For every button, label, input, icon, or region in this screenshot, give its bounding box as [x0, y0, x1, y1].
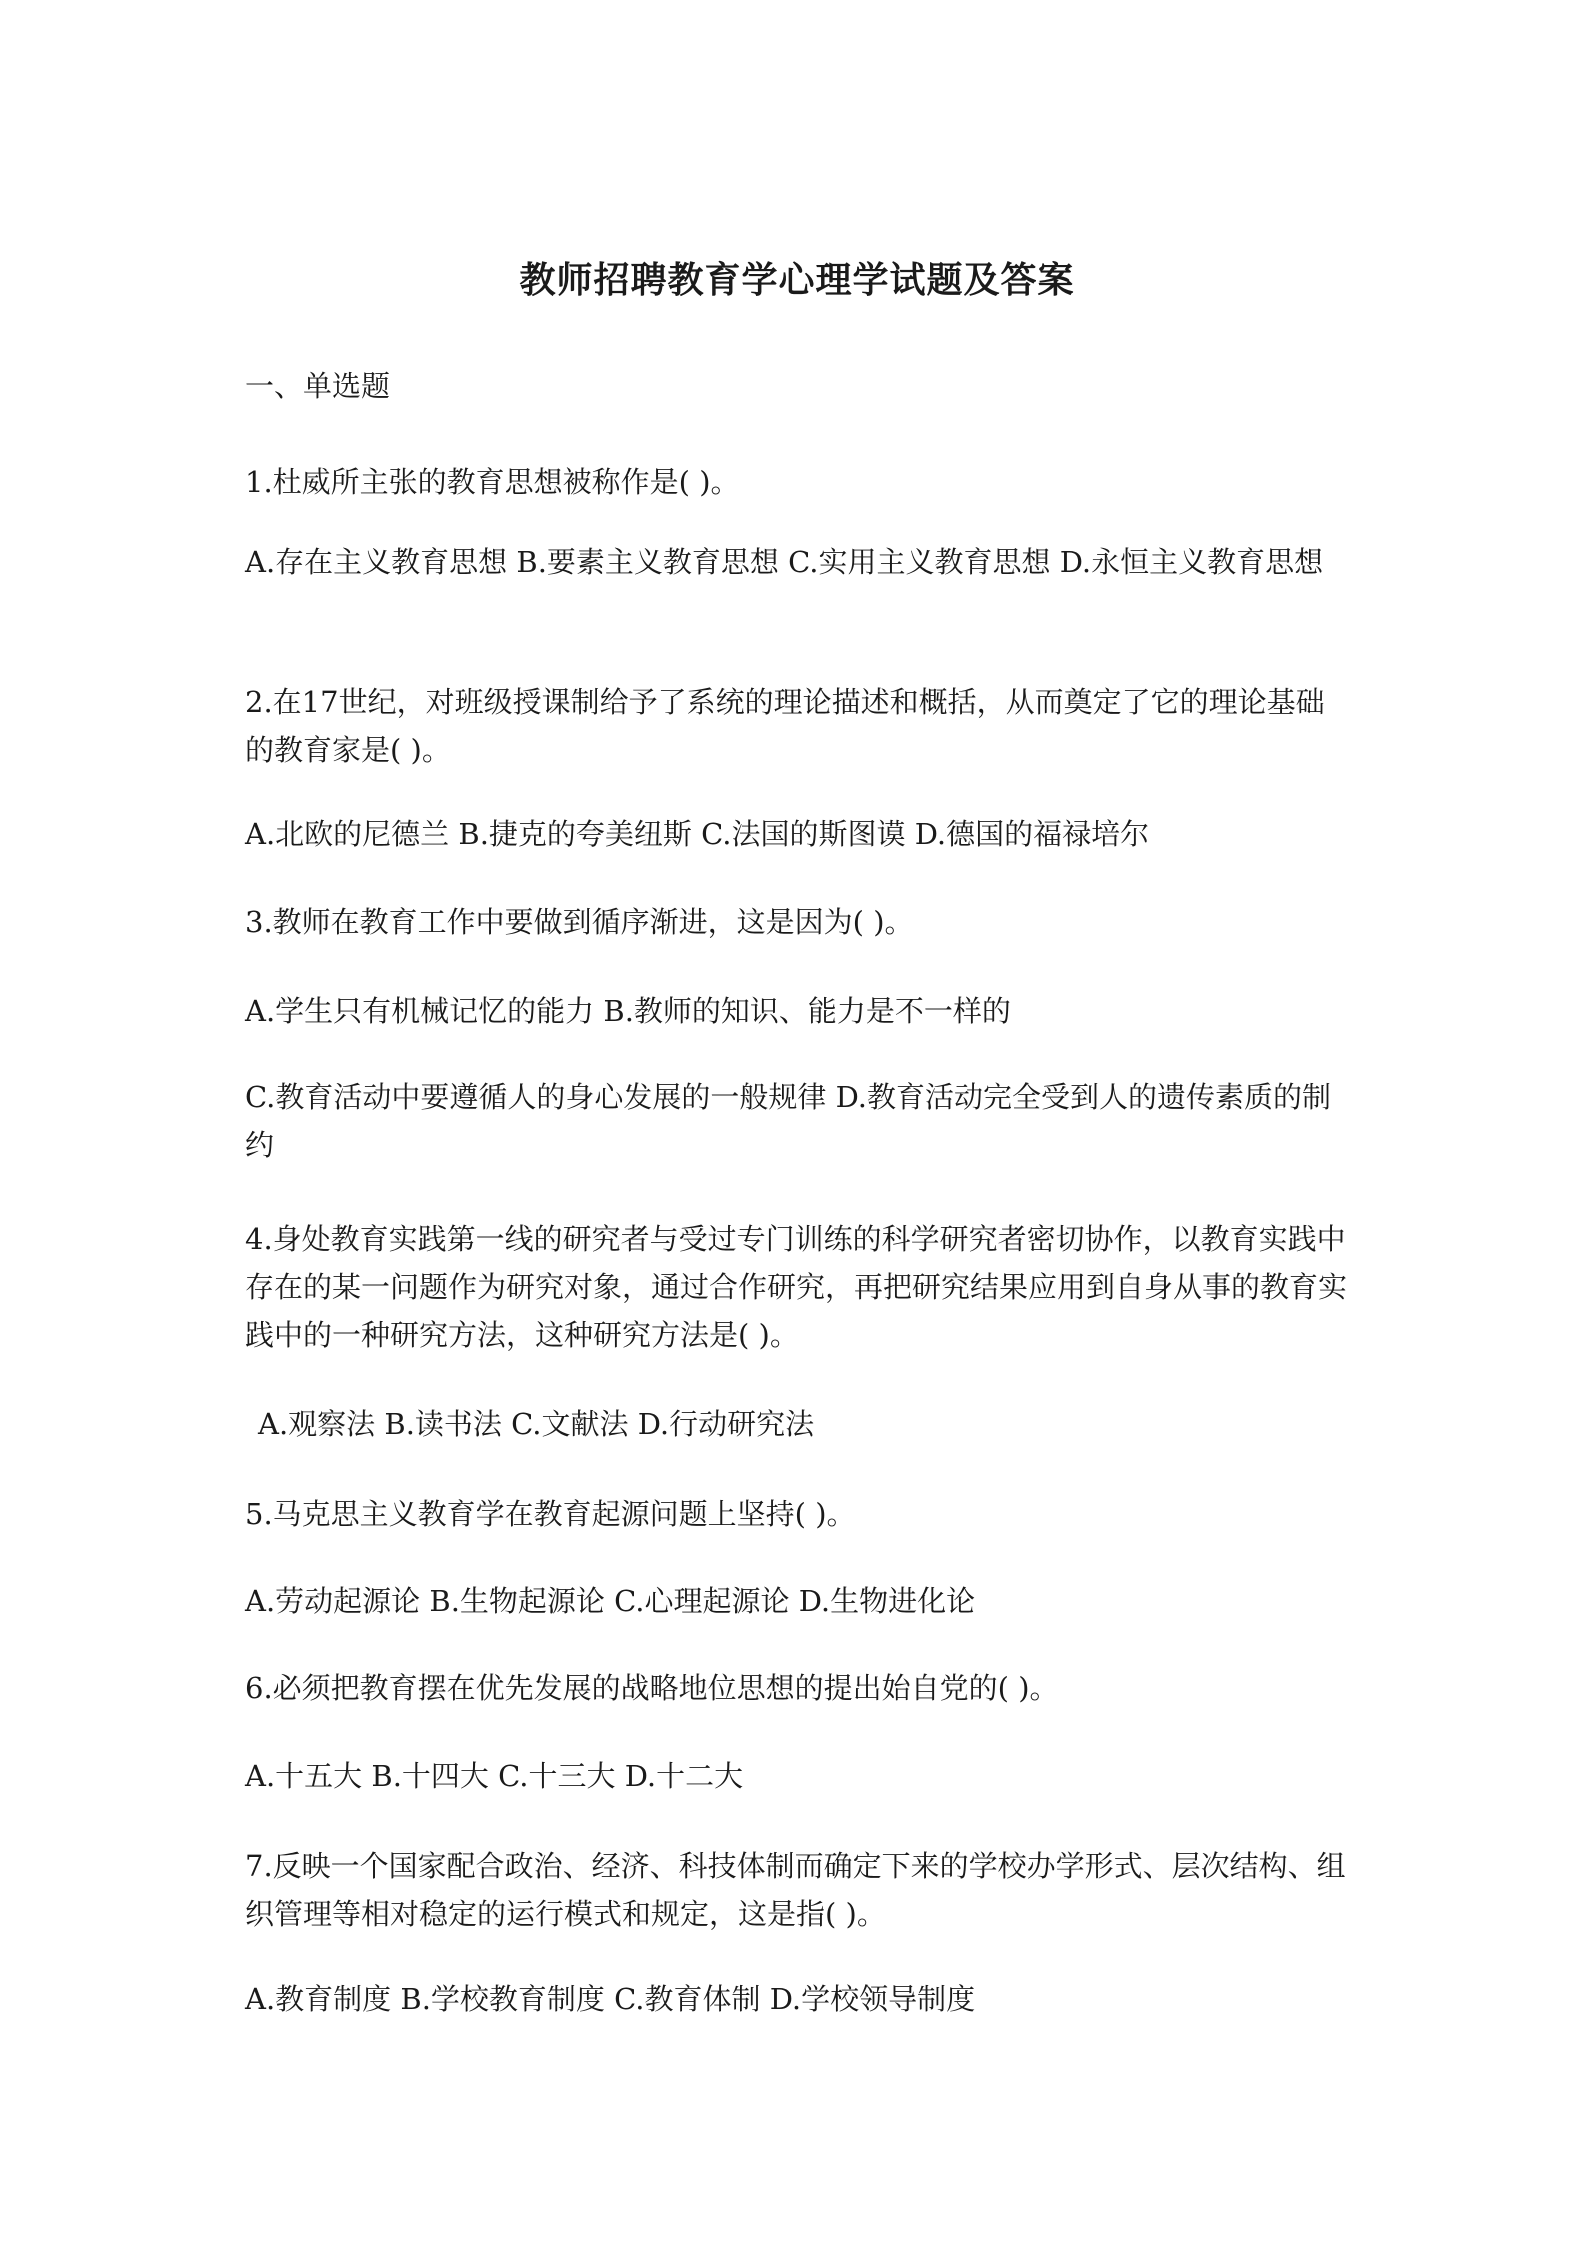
question-1-options: A.存在主义教育思想 B.要素主义教育思想 C.实用主义教育思想 D.永恒主义教育思想	[245, 545, 1324, 579]
question-2-options: A.北欧的尼德兰 B.捷克的夸美纽斯 C.法国的斯图谟 D.德国的福禄培尔	[245, 817, 1150, 851]
document-title: 教师招聘教育学心理学试题及答案	[519, 259, 1075, 301]
question-6-stem: 6.必须把教育摆在优先发展的战略地位思想的提出始自党的( )。	[245, 1671, 1059, 1705]
question-6-options: A.十五大 B.十四大 C.十三大 D.十二大	[245, 1759, 744, 1793]
question-2-stem: 2.在17世纪，对班级授课制给予了系统的理论描述和概括，从而奠定了它的理论基础的教育家是( )。	[245, 685, 1325, 767]
question-5-options: A.劳动起源论 B.生物起源论 C.心理起源论 D.生物进化论	[245, 1584, 976, 1618]
question-3-stem: 3.教师在教育工作中要做到循序渐进，这是因为( )。	[245, 905, 914, 939]
question-4-options: A.观察法 B.读书法 C.文献法 D.行动研究法	[258, 1407, 815, 1441]
section-heading: 一、单选题	[245, 369, 391, 403]
question-5-stem: 5.马克思主义教育学在教育起源问题上坚持( )。	[245, 1497, 856, 1531]
question-4-stem: 4.身处教育实践第一线的研究者与受过专门训练的科学研究者密切协作，以教育实践中存在的某一问题作为研究对象，通过合作研究，再把研究结果应用到自身从事的教育实践中的一种研究方法，这种研究方法是( )。	[245, 1222, 1348, 1352]
question-7-options: A.教育制度 B.学校教育制度 C.教育体制 D.学校领导制度	[245, 1982, 976, 2016]
question-1-stem: 1.杜威所主张的教育思想被称作是( )。	[245, 465, 740, 499]
question-3-options-line-1: A.学生只有机械记忆的能力 B.教师的知识、能力是不一样的	[245, 994, 1011, 1028]
question-3-options-line-2: C.教育活动中要遵循人的身心发展的一般规律 D.教育活动完全受到人的遗传素质的制约	[245, 1080, 1332, 1162]
question-7-stem: 7.反映一个国家配合政治、经济、科技体制而确定下来的学校办学形式、层次结构、组织管理等相对稳定的运行模式和规定，这是指( )。	[245, 1849, 1346, 1931]
